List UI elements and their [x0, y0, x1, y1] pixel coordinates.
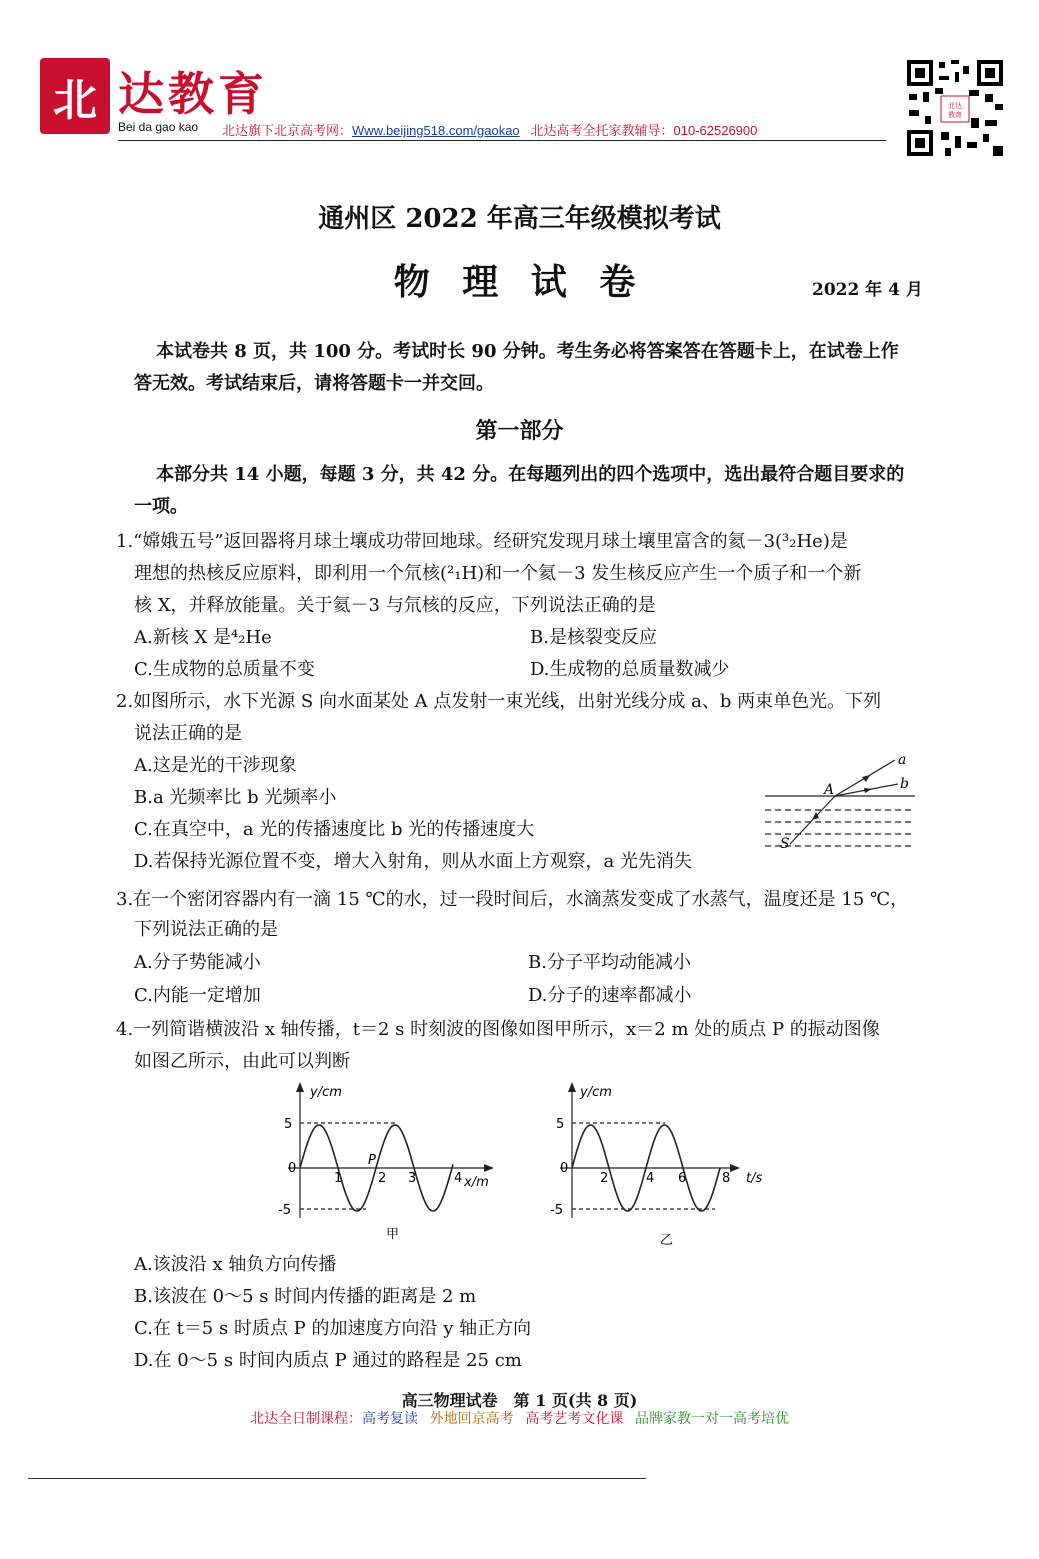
- q2-option-d: D.若保持光源位置不变，增大入射角，则从水面上方观察，a 光先消失: [134, 851, 692, 872]
- q1-stem-1: 1.“嫦娥五号”返回器将月球土壤成功带回地球。经研究发现月球土壤里富含的氦－3(³₂He)是: [116, 531, 848, 552]
- q4-stem-1: 4.一列简谐横波沿 x 轴传播，t＝2 s 时刻波的图像如图甲所示，x＝2 m 处的质点 P 的振动图像: [116, 1019, 880, 1040]
- q2-option-b: B.a 光频率比 b 光频率小: [134, 787, 337, 808]
- q1-stem-2: 理想的热核反应原料，即利用一个氘核(²₁H)和一个氦－3 发生核反应产生一个质子和一个新: [134, 563, 862, 584]
- q3-option-b: B.分子平均动能减小: [528, 952, 691, 973]
- q3-option-c: C.内能一定增加: [134, 985, 261, 1006]
- exam-date: 2022 年 4 月: [812, 280, 923, 300]
- yi-caption: 乙: [660, 1233, 674, 1248]
- logo-mark: 北: [40, 58, 110, 134]
- footer-ad-label: 北达全日制课程：: [249, 1410, 362, 1426]
- yi-xtick-2: 2: [600, 1171, 609, 1186]
- q2-option-a: A.这是光的干涉现象: [134, 755, 297, 776]
- jia-xlabel: x/m: [464, 1175, 489, 1190]
- jia-xtick-3: 3: [408, 1171, 417, 1186]
- jia-ytick-5: 5: [284, 1117, 293, 1132]
- q4-option-d: D.在 0～5 s 时间内质点 P 通过的路程是 25 cm: [134, 1350, 522, 1371]
- svg-text:北达: 北达: [948, 102, 962, 110]
- jia-xtick-4: 4: [454, 1171, 463, 1186]
- q4-graph-jia: [278, 1078, 508, 1248]
- section-intro-line-2: 一项。: [134, 496, 188, 517]
- jia-xtick-2: 2: [378, 1171, 387, 1186]
- header-info-prefix: 北达旗下北京高考网：: [222, 123, 353, 138]
- q4-option-b: B.该波在 0～5 s 时间内传播的距离是 2 m: [134, 1286, 477, 1307]
- jia-ytick-0: 0: [288, 1161, 297, 1176]
- bottom-divider: [28, 1478, 646, 1479]
- yi-xlabel: t/s: [746, 1171, 763, 1186]
- page-footer: 高三物理试卷 第 1 页(共 8 页): [401, 1391, 638, 1410]
- header-info-suffix: 北达高考全托家教辅导：010-62526900: [530, 123, 758, 138]
- svg-text:教育: 教育: [948, 111, 962, 119]
- yi-xtick-8: 8: [722, 1171, 731, 1186]
- footer-ad: [0, 1408, 1039, 1428]
- jia-caption: 甲: [386, 1227, 400, 1242]
- section-title: 第一部分: [475, 418, 564, 444]
- header-url-link[interactable]: Www.beijing518.com/gaokao: [352, 123, 520, 138]
- yi-ytick-neg5: -5: [550, 1203, 563, 1218]
- q1-option-b: B.是核裂变反应: [530, 627, 657, 648]
- fig-label-A: A: [824, 782, 835, 798]
- brand-pinyin: Bei da gao kao: [118, 120, 199, 134]
- intro-line-1: 本试卷共 8 页，共 100 分。考试时长 90 分钟。考生务必将答案答在答题卡上，在试卷上作: [156, 341, 899, 362]
- q2-option-c: C.在真空中，a 光的传播速度比 b 光的传播速度大: [134, 819, 535, 840]
- fig-label-S: S: [780, 836, 790, 852]
- intro-line-2: 答无效。考试结束后，请将答题卡一并交回。: [134, 373, 494, 394]
- jia-ylabel: y/cm: [310, 1085, 342, 1100]
- exam-title: 通州区 2022 年高三年级模拟考试: [318, 204, 721, 234]
- fig-label-b: b: [900, 776, 909, 792]
- q1-option-d: D.生成物的总质量数减少: [530, 659, 730, 680]
- q3-stem-1: 3.在一个密闭容器内有一滴 15 ℃的水，过一段时间后，水滴蒸发变成了水蒸气，温度还是 15 ℃，: [116, 889, 909, 910]
- footer-ad-3: 高考艺考文化课: [525, 1410, 624, 1426]
- footer-ad-1: 高考复读: [361, 1410, 418, 1426]
- exam-subject: 物 理 试 卷: [393, 261, 646, 303]
- yi-xtick-4: 4: [646, 1171, 655, 1186]
- q2-stem-1: 2.如图所示，水下光源 S 向水面某处 A 点发射一束光线，出射光线分成 a、b 两束单色光。下列: [116, 691, 882, 712]
- section-intro-line-1: 本部分共 14 小题，每题 3 分，共 42 分。在每题列出的四个选项中，选出最符合题目要求的: [156, 464, 905, 485]
- yi-ytick-0: 0: [560, 1161, 569, 1176]
- q2-refraction-figure: [760, 752, 920, 852]
- q3-stem-2: 下列说法正确的是: [134, 919, 278, 940]
- q3-option-d: D.分子的速率都减小: [528, 985, 692, 1006]
- q1-option-c: C.生成物的总质量不变: [134, 659, 315, 680]
- q1-stem-3: 核 X，并释放能量。关于氦－3 与氘核的反应，下列说法正确的是: [134, 595, 656, 616]
- q4-option-c: C.在 t＝5 s 时质点 P 的加速度方向沿 y 轴正方向: [134, 1318, 532, 1339]
- q1-option-a: A.新核 X 是⁴₂He: [134, 627, 272, 648]
- q4-graph-yi: [550, 1078, 780, 1248]
- yi-ytick-5: 5: [556, 1117, 565, 1132]
- footer-ad-4: 品牌家教一对一高考培优: [635, 1410, 789, 1426]
- q3-option-a: A.分子势能减小: [134, 952, 261, 973]
- yi-ylabel: y/cm: [580, 1085, 612, 1100]
- header-info: [222, 120, 757, 139]
- qr-code-icon: [905, 58, 1005, 158]
- yi-xtick-6: 6: [678, 1171, 687, 1186]
- jia-ytick-neg5: -5: [278, 1203, 291, 1218]
- jia-point-p: P: [368, 1153, 376, 1168]
- header-divider: [118, 140, 886, 141]
- jia-xtick-1: 1: [334, 1171, 343, 1186]
- q4-stem-2: 如图乙所示，由此可以判断: [134, 1051, 350, 1072]
- brand-name: 达教育: [118, 67, 268, 121]
- q2-stem-2: 说法正确的是: [134, 723, 242, 744]
- fig-label-a: a: [898, 752, 907, 768]
- footer-ad-2: 外地回京高考: [429, 1410, 514, 1426]
- q4-option-a: A.该波沿 x 轴负方向传播: [134, 1254, 337, 1275]
